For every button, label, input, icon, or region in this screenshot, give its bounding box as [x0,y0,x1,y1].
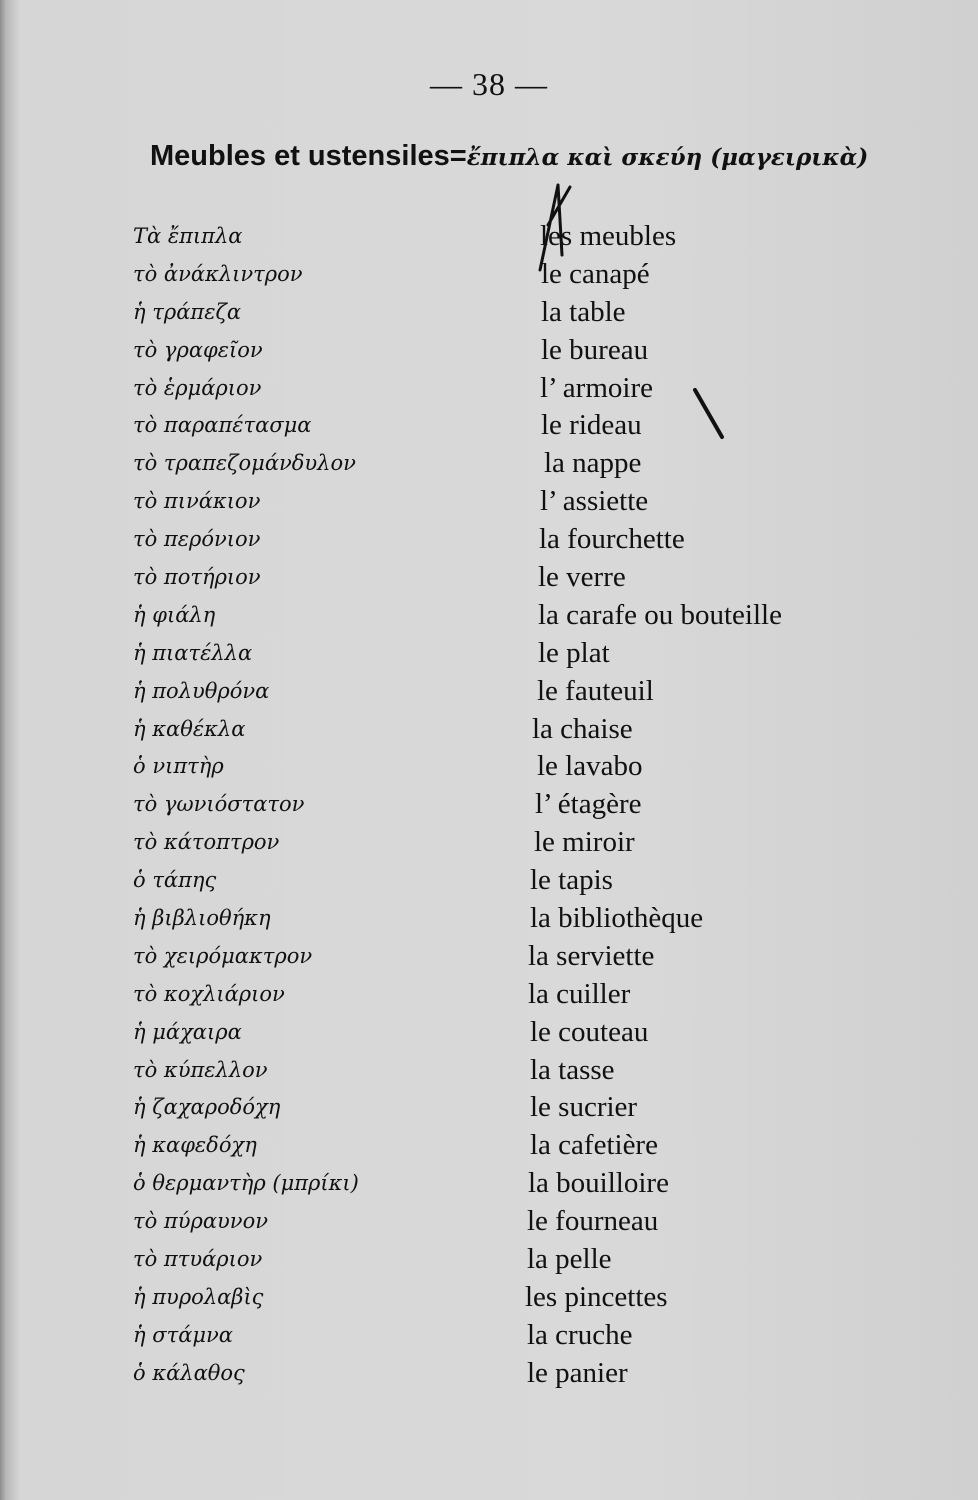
vocabulary-row [0,407,978,445]
french-term: l’ armoire [540,371,653,404]
french-term: la chaise [532,712,633,745]
french-term: la fourchette [539,523,685,556]
greek-term: ἡ πολυθρόνα [133,678,270,703]
french-term: le lavabo [537,750,643,783]
greek-term: ὁ κάλαθος [133,1360,245,1385]
french-term: la cafetière [530,1129,658,1162]
french-term: la pelle [527,1243,612,1276]
heading-greek: ἔπιπλα καὶ σκεύη (μαγειρικὰ) [466,144,869,171]
french-term: les meubles [540,220,677,252]
greek-term: Τὰ ἔπιπλα [133,224,243,248]
greek-term: τὸ παραπέτασμα [133,413,312,438]
greek-term: τὸ πύραυνον [133,1209,268,1234]
french-term: la bouilloire [528,1167,669,1200]
vocabulary-row [0,938,978,976]
vocabulary-row [0,559,978,597]
greek-term: τὸ κάτοπτρον [133,830,280,855]
vocabulary-row [0,1052,978,1090]
greek-term: τὸ ἑρμάριον [133,375,262,400]
heading-french: Meubles et ustensiles [150,140,450,172]
french-term: les pincettes [525,1280,668,1313]
vocabulary-row [0,635,978,673]
vocabulary-row [0,445,978,483]
french-term: la bibliothèque [530,902,704,935]
french-term: le canapé [541,257,650,290]
vocabulary-row [0,256,978,294]
french-term: le sucrier [530,1091,638,1124]
greek-term: τὸ γωνιόστατον [133,792,305,817]
greek-term: τὸ πτυάριον [133,1247,263,1272]
section-heading [150,140,950,173]
french-term: le panier [527,1356,628,1389]
heading-separator: = [449,140,467,172]
greek-term: τὸ κύπελλον [133,1057,268,1082]
vocabulary-list [0,218,978,1393]
vocabulary-row [0,1089,978,1127]
greek-term: ἡ πιατέλλα [133,640,253,665]
vocabulary-row [0,976,978,1014]
vocabulary-row [0,1203,978,1241]
vocabulary-row [0,711,978,749]
greek-term: ἡ καθέκλα [133,716,246,741]
greek-term: τὸ ἀνάκλιντρον [133,261,303,286]
vocabulary-row [0,673,978,711]
vocabulary-row [0,1165,978,1203]
greek-term: ἡ στάμνα [133,1322,233,1347]
vocabulary-row [0,483,978,521]
greek-term: ἡ πυρολαβὶς [133,1284,264,1309]
french-term: le miroir [534,826,635,859]
vocabulary-row [0,597,978,635]
vocabulary-row [0,900,978,938]
vocabulary-row [0,294,978,332]
vocabulary-row [0,786,978,824]
vocabulary-row [0,332,978,370]
french-term: le couteau [530,1015,649,1048]
vocabulary-row [0,1241,978,1279]
greek-term: ὁ νιπτὴρ [133,754,224,779]
french-term: la cruche [527,1318,633,1351]
french-term: le tapis [530,864,613,897]
greek-term: ἡ βιβλιοθήκη [133,906,271,931]
vocabulary-row [0,1014,978,1052]
vocabulary-row [0,824,978,862]
greek-term: ἡ φιάλη [133,602,216,627]
french-term: le bureau [541,333,649,366]
french-term: l’ assiette [540,485,649,518]
vocabulary-row [0,521,978,559]
greek-term: τὸ κοχλιάριον [133,981,285,1006]
vocabulary-row [0,1355,978,1393]
french-term: la carafe ou bouteille [538,598,782,631]
greek-term: ἡ μάχαιρα [133,1019,242,1044]
vocabulary-row [0,1279,978,1317]
french-term: le fourneau [527,1205,659,1238]
greek-term: τὸ γραφεῖον [133,337,263,362]
vocabulary-row [0,1317,978,1355]
greek-term: ἡ ζαχαροδόχη [133,1095,281,1120]
greek-term: ἡ καφεδόχη [133,1133,257,1158]
greek-term: τὸ ποτήριον [133,565,261,590]
french-term: la nappe [544,447,642,480]
greek-term: τὸ χειρόμακτρον [133,943,313,968]
vocabulary-row [0,370,978,408]
vocabulary-row [0,862,978,900]
page-number: — 38 — [430,66,548,102]
vocabulary-row [0,748,978,786]
vocabulary-row [0,218,978,256]
greek-term: ἡ τράπεζα [133,299,242,324]
greek-term: ὁ τάπης [133,868,217,893]
greek-term: ὁ θερμαντὴρ (μπρίκι) [133,1171,359,1196]
vocabulary-row [0,1127,978,1165]
french-term: l’ étagère [535,788,642,821]
french-term: le rideau [541,409,642,442]
french-term: la table [541,295,626,328]
greek-term: τὸ περόνιον [133,527,261,552]
french-term: le fauteuil [537,674,654,707]
french-term: le plat [538,636,610,669]
greek-term: τὸ τραπεζομάνδυλον [133,451,356,476]
french-term: la tasse [530,1053,615,1086]
french-term: le verre [538,561,626,594]
french-term: la cuiller [528,977,631,1010]
french-term: la serviette [528,939,655,972]
greek-term: τὸ πινάκιον [133,489,261,514]
